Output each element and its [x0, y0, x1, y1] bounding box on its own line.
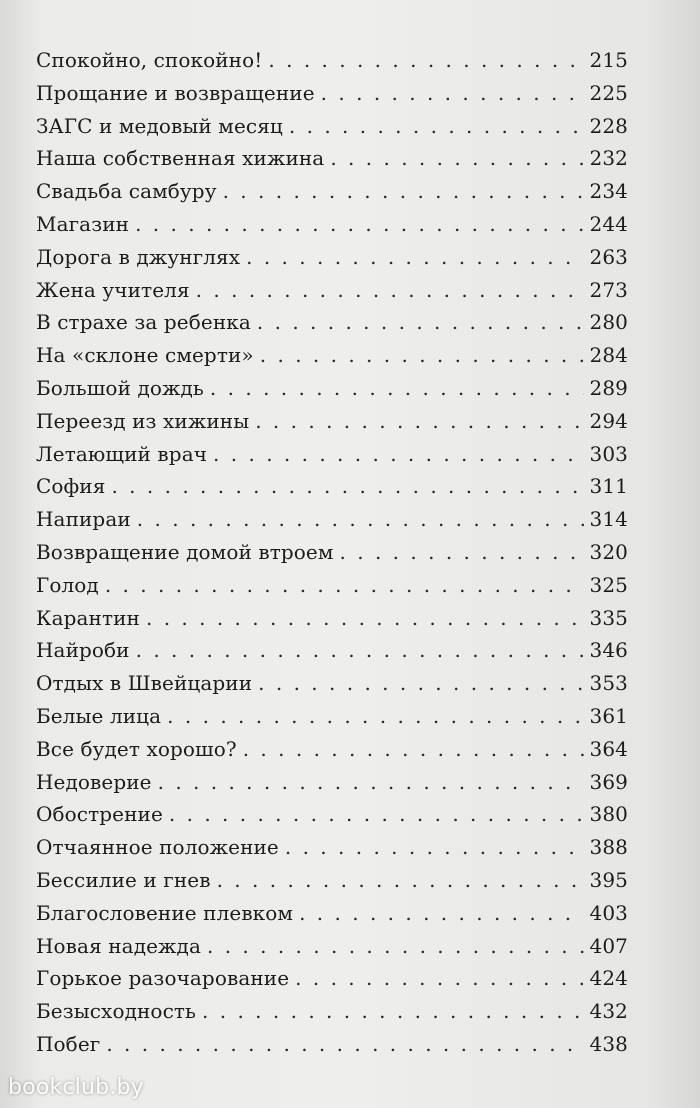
toc-entry-title: Возвращение домой втроем — [36, 539, 334, 564]
toc-entry-page: 325 — [589, 572, 628, 597]
toc-entry-page: 311 — [589, 474, 628, 499]
toc-entry-page: 432 — [589, 999, 628, 1024]
toc-entry — [36, 966, 628, 999]
toc-leader-dots — [243, 737, 584, 761]
toc-entry-title: Голод — [36, 572, 99, 597]
toc-leader-dots — [295, 966, 583, 990]
toc-leader-dots — [169, 802, 584, 826]
toc-leader-dots — [268, 48, 583, 72]
toc-leader-dots — [106, 1032, 583, 1056]
toc-leader-dots — [136, 638, 584, 662]
toc-entry-title: Карантин — [36, 605, 140, 630]
toc-leader-dots — [213, 442, 583, 466]
toc-entry — [36, 343, 628, 376]
toc-entry-title: Дорога в джунглях — [36, 244, 241, 269]
toc-entry-title: Магазин — [36, 211, 130, 236]
toc-entry — [36, 1032, 628, 1065]
toc-entry — [36, 278, 628, 311]
toc-leader-dots — [321, 81, 584, 105]
watermark: bookclub.by — [8, 1075, 144, 1100]
toc-entry-title: Благословение плевком — [36, 900, 294, 925]
toc-entry-page: 215 — [589, 48, 628, 72]
toc-entry-title: Напираи — [36, 507, 131, 532]
toc-entry — [36, 540, 628, 573]
toc-entry-title: Прощание и возвращение — [36, 80, 315, 105]
toc-entry-page: 289 — [589, 375, 628, 400]
toc-entry-page: 284 — [589, 343, 628, 368]
toc-entry-page: 234 — [589, 179, 628, 204]
toc-entry-page: 273 — [589, 277, 628, 302]
toc-entry — [36, 835, 628, 868]
toc-entry — [36, 114, 628, 147]
toc-leader-dots — [223, 179, 584, 203]
toc-entry-page: 303 — [589, 441, 628, 466]
toc-entry-title: Побег — [36, 1031, 101, 1056]
toc-entry-page: 263 — [589, 244, 628, 269]
toc-entry-title: Жена учителя — [36, 277, 190, 302]
toc-leader-dots — [210, 376, 584, 400]
toc-entry — [36, 245, 628, 278]
toc-entry — [36, 146, 628, 179]
toc-leader-dots — [255, 409, 583, 433]
toc-entry-page: 232 — [589, 146, 628, 171]
toc-entry — [36, 573, 628, 606]
toc-entry — [36, 770, 628, 803]
toc-leader-dots — [330, 146, 583, 170]
toc-leader-dots — [158, 770, 584, 794]
toc-leader-dots — [217, 868, 584, 892]
toc-entry-page: 364 — [589, 736, 628, 761]
toc-entry-title: Все будет хорошо? — [36, 736, 237, 761]
toc-entry-title: Большой дождь — [36, 375, 204, 400]
toc-entry-page: 294 — [589, 408, 628, 433]
table-of-contents — [36, 48, 628, 1065]
toc-entry — [36, 934, 628, 967]
toc-entry — [36, 901, 628, 934]
toc-entry — [36, 442, 628, 475]
toc-entry — [36, 999, 628, 1032]
toc-entry-page: 280 — [589, 310, 628, 335]
toc-entry-page: 388 — [589, 835, 628, 860]
toc-entry — [36, 507, 628, 540]
toc-entry-title: Наша собственная хижина — [36, 146, 325, 171]
toc-entry — [36, 704, 628, 737]
toc-entry-page: 403 — [589, 900, 628, 925]
toc-entry — [36, 212, 628, 245]
toc-entry — [36, 409, 628, 442]
toc-entry-title: Безысходность — [36, 999, 197, 1024]
toc-entry — [36, 671, 628, 704]
toc-entry-page: 244 — [589, 211, 628, 236]
toc-entry-title: Белые лица — [36, 703, 162, 728]
toc-entry-page: 369 — [589, 769, 628, 794]
toc-leader-dots — [340, 540, 584, 564]
toc-entry-page: 314 — [589, 507, 628, 532]
toc-entry-page: 438 — [589, 1031, 628, 1056]
toc-entry-page: 335 — [589, 605, 628, 630]
toc-leader-dots — [257, 310, 584, 334]
toc-entry-page: 395 — [589, 867, 628, 892]
toc-entry-title: Бессилие и гнев — [36, 867, 211, 892]
toc-entry — [36, 802, 628, 835]
toc-leader-dots — [146, 606, 584, 630]
toc-entry-page: 361 — [589, 703, 628, 728]
toc-entry-title: Отдых в Швейцарии — [36, 671, 253, 696]
toc-entry — [36, 606, 628, 639]
toc-entry-title: Свадьба самбуру — [36, 179, 217, 204]
toc-leader-dots — [105, 573, 584, 597]
toc-entry-page: 346 — [589, 638, 628, 663]
toc-entry-page: 353 — [589, 671, 628, 696]
toc-entry-title: София — [36, 474, 106, 499]
toc-entry — [36, 638, 628, 671]
toc-leader-dots — [299, 901, 583, 925]
toc-entry-title: Спокойно, спокойно! — [36, 48, 263, 72]
toc-entry-title: ЗАГС и медовый месяц — [36, 113, 283, 138]
toc-entry-page: 225 — [589, 80, 628, 105]
toc-leader-dots — [137, 507, 584, 531]
toc-leader-dots — [167, 704, 583, 728]
toc-leader-dots — [207, 934, 584, 958]
toc-entry — [36, 474, 628, 507]
toc-leader-dots — [285, 835, 584, 859]
toc-leader-dots — [246, 245, 583, 269]
toc-entry-page: 320 — [589, 539, 628, 564]
toc-entry-title: Найроби — [36, 638, 130, 663]
toc-entry — [36, 179, 628, 212]
toc-leader-dots — [111, 474, 583, 498]
toc-entry-page: 424 — [589, 966, 628, 991]
toc-entry-title: Переезд из хижины — [36, 408, 250, 433]
toc-entry-title: В страхе за ребенка — [36, 310, 251, 335]
toc-leader-dots — [289, 114, 584, 138]
toc-entry — [36, 737, 628, 770]
toc-entry — [36, 48, 628, 81]
toc-leader-dots — [258, 671, 583, 695]
toc-leader-dots — [135, 212, 583, 236]
toc-entry-title: Летающий врач — [36, 441, 208, 466]
toc-entry — [36, 376, 628, 409]
toc-entry — [36, 868, 628, 901]
toc-entry-title: Горькое разочарование — [36, 966, 290, 991]
toc-entry — [36, 81, 628, 114]
toc-entry-title: Обострение — [36, 802, 163, 827]
toc-leader-dots — [196, 278, 584, 302]
toc-leader-dots — [260, 343, 584, 367]
toc-entry-page: 380 — [589, 802, 628, 827]
toc-entry-title: Отчаянное положение — [36, 835, 279, 860]
toc-entry-title: Недоверие — [36, 769, 152, 794]
toc-leader-dots — [202, 999, 583, 1023]
toc-entry-page: 228 — [589, 113, 628, 138]
toc-entry — [36, 310, 628, 343]
toc-entry-page: 407 — [589, 933, 628, 958]
toc-entry-title: Новая надежда — [36, 933, 201, 958]
toc-entry-title: На «склоне смерти» — [36, 343, 254, 368]
